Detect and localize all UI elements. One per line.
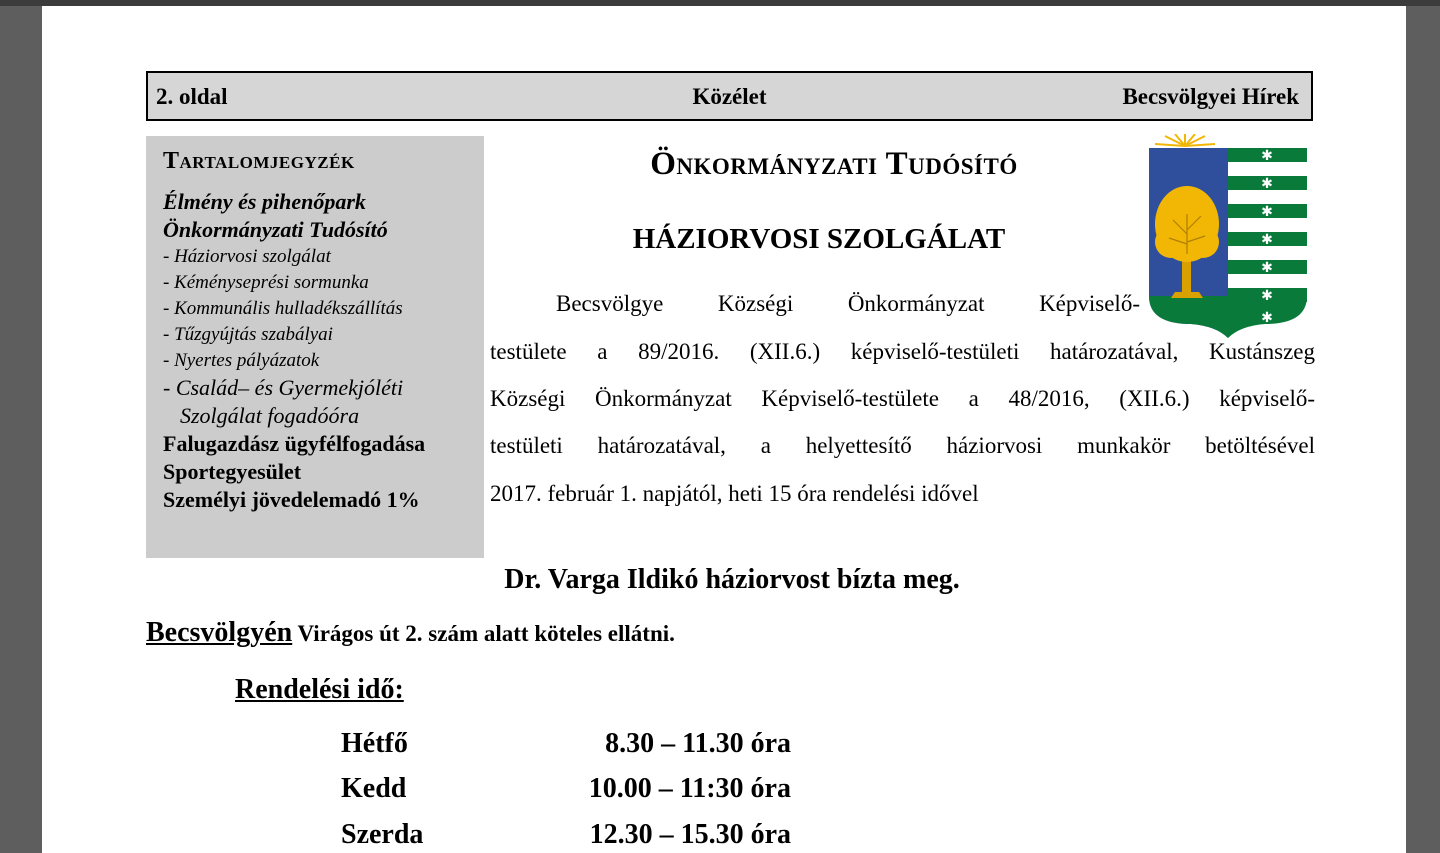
toc-item: Személyi jövedelemadó 1% [163, 487, 420, 512]
paragraph-line: Becsvölgye Községi Önkormányzat Képviselő- [556, 291, 1140, 316]
page-header-bar [146, 71, 1313, 121]
paragraph-line: Községi Önkormányzat Képviselő-testülete a 48/2016, (XII.6.) képviselő- [490, 386, 1315, 411]
hours-time: 8.30 – 11.30 óra [605, 728, 791, 759]
table-of-contents [146, 136, 484, 558]
toc-item: - Háziorvosi szolgálat [163, 246, 331, 267]
location-name: Becsvölgyén [146, 617, 293, 648]
toc-item: - Nyertes pályázatok [163, 350, 320, 371]
svg-text:✱: ✱ [1261, 148, 1273, 164]
coat-of-arms-icon [1145, 134, 1311, 338]
toc-title: Tartalomjegyzék [163, 148, 355, 174]
toc-item: Önkormányzati Tudósító [163, 217, 388, 242]
article-title: Önkormányzati Tudósító [650, 146, 1018, 182]
hours-time: 10.00 – 11:30 óra [588, 773, 791, 804]
section-label: Közélet [692, 84, 767, 109]
publication-name: Becsvölgyei Hírek [1122, 84, 1299, 109]
paragraph-line: testülete a 89/2016. (XII.6.) képviselő-testületi határozatával, Kustánszeg [490, 339, 1315, 364]
hours-day: Szerda [341, 819, 424, 850]
svg-text:✱: ✱ [1261, 260, 1273, 276]
paragraph-line: testületi határozatával, a helyettesítő háziorvosi munkakör betöltésével [490, 433, 1315, 458]
doctor-appointment-line: Dr. Varga Ildikó háziorvost bízta meg. [504, 564, 960, 595]
page-number-label: 2. oldal [156, 84, 228, 109]
toc-item: Élmény és pihenőpark [163, 189, 366, 214]
svg-text:✱: ✱ [1261, 204, 1273, 220]
toc-item: - Család– és Gyermekjóléti [163, 375, 404, 400]
toc-item: - Kéményseprési sormunka [163, 272, 369, 293]
document-page [42, 6, 1406, 853]
toc-item: - Kommunális hulladékszállítás [163, 298, 403, 319]
svg-text:✱: ✱ [1261, 176, 1273, 192]
article-subtitle: HÁZIORVOSI SZOLGÁLAT [632, 223, 1006, 255]
hours-day: Kedd [341, 773, 407, 804]
toc-list [163, 188, 481, 514]
svg-text:✱: ✱ [1261, 288, 1273, 304]
toc-item: Szolgálat fogadóóra [180, 403, 360, 428]
office-hours-title: Rendelési idő: [235, 674, 404, 705]
paragraph-line: 2017. február 1. napjától, heti 15 óra rendelési idővel [490, 481, 979, 506]
location-text: Virágos út 2. szám alatt köteles ellátni. [292, 621, 675, 646]
hours-time: 12.30 – 15.30 óra [589, 819, 791, 850]
location-line [146, 617, 675, 649]
svg-text:✱: ✱ [1261, 310, 1273, 326]
toc-item: - Tűzgyújtás szabályai [163, 324, 333, 345]
hours-day: Hétfő [341, 728, 408, 759]
toc-item: Sportegyesület [163, 459, 302, 484]
toc-item: Falugazdász ügyfélfogadása [163, 431, 426, 456]
svg-text:✱: ✱ [1261, 232, 1273, 248]
